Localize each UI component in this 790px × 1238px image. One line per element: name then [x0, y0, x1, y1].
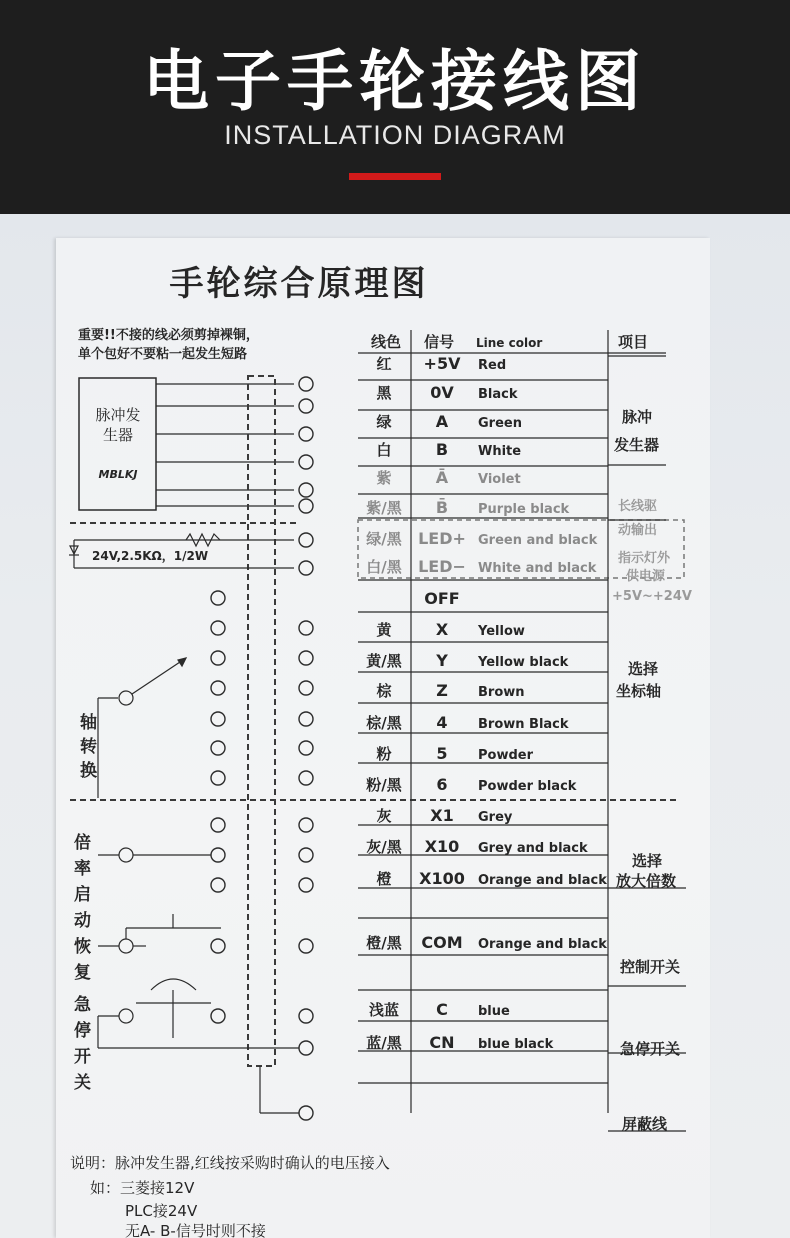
row-signal: X100: [419, 869, 465, 888]
row-english: blue: [478, 1004, 510, 1019]
rate-char-2: 率: [74, 859, 91, 879]
row-color: 粉: [376, 745, 392, 763]
table-row: [376, 467, 520, 487]
row-color: 紫/黑: [366, 499, 402, 517]
axis-switch-char-1: 轴: [80, 713, 97, 733]
generator-label-1: 脉冲发: [95, 406, 141, 424]
row-signal: X: [435, 620, 449, 639]
rate-char-1: 倍: [74, 833, 91, 853]
table-row: [366, 713, 569, 732]
row-signal: C: [436, 1000, 448, 1019]
led-spec: 24V,2.5KΩ，1/2W: [92, 549, 209, 563]
photo-area: [0, 214, 790, 1238]
item-mag-select-2: 放大倍数: [616, 872, 677, 890]
row-color: 灰: [376, 807, 392, 825]
shield-wire: [260, 1066, 300, 1113]
row-english: Powder black: [478, 779, 577, 794]
table-row: [375, 744, 533, 763]
row-english: Red: [478, 358, 507, 373]
note-line-1: 说明：脉冲发生器,红线按采购时确认的电压接入: [70, 1154, 390, 1172]
row-signal: Z: [436, 681, 448, 700]
axis-switch-char-3: 换: [80, 761, 97, 781]
row-signal: LED+: [418, 529, 466, 548]
estop-char-3: 开: [74, 1047, 91, 1067]
table-row: [376, 383, 517, 402]
table-row: [366, 497, 569, 517]
item-axis-select-1: 选择: [628, 660, 659, 678]
row-english: Black: [478, 387, 518, 402]
table-row: [366, 837, 588, 856]
row-english: Orange and black: [478, 873, 607, 888]
row-color: 棕/黑: [366, 714, 402, 732]
row-signal: +5V: [423, 354, 461, 373]
wiring-diagram: [56, 238, 710, 1238]
row-signal: Y: [436, 651, 448, 670]
estop-char-4: 关: [74, 1073, 91, 1093]
table-row: [366, 529, 597, 548]
row-color: 白/黑: [366, 558, 402, 576]
note-line-3: PLC接24V: [125, 1202, 198, 1220]
note-line-4: 无A- B-信号时则不接: [125, 1222, 266, 1238]
row-color: 黑: [376, 384, 392, 402]
item-axis-select-2: 坐标轴: [616, 682, 662, 700]
table-row: [366, 1033, 553, 1052]
row-signal: 6: [436, 775, 448, 794]
row-color: 浅蓝: [368, 1001, 400, 1019]
row-color: 蓝/黑: [366, 1034, 402, 1052]
row-english: Brown Black: [478, 717, 569, 732]
row-signal: Ā: [435, 468, 449, 487]
item-estop-switch: 急停开关: [620, 1040, 681, 1058]
row-signal: X1: [430, 806, 454, 825]
row-english: Yellow black: [478, 655, 569, 670]
axis-switch-label: [80, 712, 97, 781]
table-row: [366, 557, 596, 576]
generator-label-2: 生器: [102, 426, 134, 444]
rate-char-5: 恢: [74, 937, 91, 957]
page-title: 电子手轮接线图: [143, 43, 647, 120]
table-row: [424, 589, 459, 608]
table-row: [376, 440, 521, 459]
table-row: [366, 651, 568, 670]
table-row: [365, 775, 577, 794]
table-row: [376, 620, 524, 639]
row-english: Grey and black: [478, 841, 588, 856]
row-english: Powder: [478, 748, 534, 763]
item-indicator-3: +5V~+24V: [612, 589, 692, 604]
row-color: 紫: [376, 469, 392, 487]
row-english: Brown: [478, 685, 525, 700]
item-mag-select-1: 选择: [632, 852, 663, 870]
row-signal: 0V: [430, 383, 454, 402]
row-signal: B: [435, 440, 449, 459]
row-signal: X10: [424, 837, 460, 856]
cable-bundle: [248, 376, 275, 1066]
row-english: Orange and black: [478, 937, 607, 952]
rate-restore-switches: [98, 848, 221, 953]
row-color: 黄: [376, 621, 392, 639]
row-signal: OFF: [424, 589, 460, 608]
row-color: 棕: [376, 682, 392, 700]
table-row: [376, 412, 521, 431]
estop-char-2: 停: [74, 1021, 91, 1041]
row-english: White and black: [478, 561, 597, 576]
row-english: Green and black: [478, 533, 598, 548]
led-resistor-section: [69, 534, 294, 568]
row-color: 橙/黑: [366, 934, 402, 952]
row-color: 黄/黑: [366, 652, 402, 670]
row-signal: 4: [436, 713, 448, 732]
row-signal: A: [435, 412, 449, 431]
header-color: 线色: [371, 333, 402, 351]
estop-char-1: 急: [74, 995, 91, 1015]
row-english: blue black: [478, 1037, 554, 1052]
item-long-2: 动输出: [618, 523, 658, 538]
row-signal: 5: [436, 744, 448, 763]
row-color: 绿/黑: [366, 530, 402, 548]
generator-wires: [156, 384, 294, 506]
terminal-circles-left: [211, 591, 225, 1023]
accent-bar: [349, 173, 441, 180]
header-item: 项目: [618, 333, 649, 351]
estop-label: [74, 994, 92, 1093]
row-color: 灰/黑: [366, 838, 402, 856]
axis-switch: [98, 658, 186, 798]
item-control-switch: 控制开关: [620, 958, 681, 976]
rate-restore-label: [73, 832, 91, 983]
table-row: [376, 681, 524, 700]
table-row: [376, 806, 512, 825]
header-line-color: Line color: [476, 336, 543, 350]
pulse-generator-box: [79, 378, 156, 510]
rate-char-6: 复: [74, 963, 91, 983]
item-indicator-2: 供电源: [626, 569, 666, 584]
row-color: 红: [376, 355, 392, 373]
row-english: Grey: [478, 810, 513, 825]
warning-line-1: 重要!!不接的线必须剪掉裸铜，: [78, 328, 259, 343]
table-row: [369, 1000, 510, 1019]
table-row: [366, 933, 607, 952]
header-signal: 信号: [424, 333, 455, 351]
row-english: Purple black: [478, 502, 570, 517]
generator-logo: MBLKJ: [98, 468, 138, 481]
row-color: 白: [376, 441, 392, 459]
row-color: 绿: [376, 413, 392, 431]
rate-char-3: 启: [74, 885, 91, 905]
axis-switch-char-2: 转: [80, 737, 97, 757]
row-color: 橙: [376, 870, 392, 888]
row-english: Yellow: [478, 624, 525, 639]
row-signal: LED−: [418, 557, 466, 576]
item-shield: 屏蔽线: [622, 1115, 668, 1133]
warning-line-2: 单个包好不要粘一起发生短路: [78, 347, 248, 362]
item-pulse-1: 脉冲: [622, 408, 653, 426]
row-color: 粉/黑: [366, 776, 402, 794]
terminal-circles-right: [299, 377, 313, 1120]
page-header: [0, 0, 790, 214]
card-title: 手轮综合原理图: [169, 264, 429, 304]
item-indicator-1: 指示灯外: [618, 551, 671, 566]
row-signal: B̄: [435, 498, 449, 517]
row-english: Violet: [478, 472, 521, 487]
page-subtitle: INSTALLATION DIAGRAM: [224, 120, 566, 150]
estop-switch: [98, 979, 299, 1048]
wiring-card: [56, 238, 710, 1238]
row-english: Green: [478, 416, 522, 431]
row-english: White: [478, 444, 522, 459]
item-pulse-2: 发生器: [614, 436, 660, 454]
table-row: [376, 354, 506, 373]
row-signal: CN: [429, 1033, 455, 1052]
rate-char-4: 动: [74, 911, 91, 931]
item-long-1: 长线驱: [618, 499, 658, 514]
row-signal: COM: [421, 933, 463, 952]
note-line-2: 如：三菱接12V: [90, 1179, 195, 1197]
